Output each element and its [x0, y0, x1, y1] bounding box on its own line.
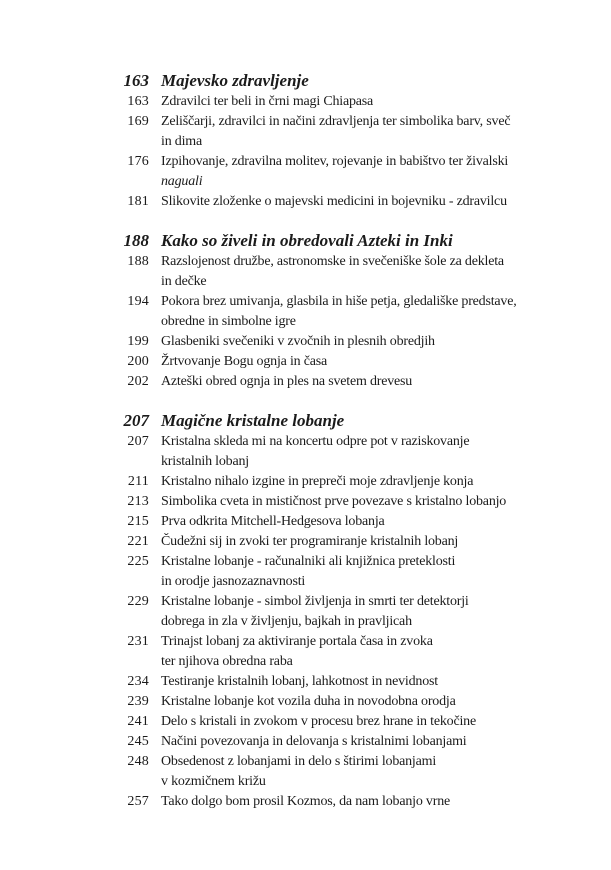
toc-entry [0, 352, 611, 372]
entry-page-number: 163 [127, 94, 149, 109]
section-title: Majevsko zdravljenje [161, 71, 309, 90]
entry-page-number: 207 [127, 434, 149, 449]
entry-text-line: Kristalne lobanje kot vozila duha in novodobna orodja [161, 694, 456, 709]
entry-text [161, 552, 455, 592]
entry-text-line: Žrtvovanje Bogu ognja in časa [161, 354, 328, 369]
entry-text-line: Simbolika cveta in mističnost prve povezave s kristalno lobanjo [161, 494, 507, 509]
toc-entry [0, 252, 611, 292]
entry-page-number: 188 [127, 254, 149, 269]
toc-section-heading [0, 70, 611, 92]
section-page-number: 188 [123, 231, 149, 250]
toc-section-heading [0, 230, 611, 252]
entry-text [161, 732, 466, 752]
toc-entry [0, 672, 611, 692]
entry-page-number: 176 [127, 154, 149, 169]
entry-page-number: 211 [127, 474, 149, 489]
entry-text [161, 432, 469, 472]
entry-page-number: 245 [127, 734, 149, 749]
entry-page-number: 225 [127, 554, 149, 569]
entry-text-line: ter njihova obredna raba [161, 654, 293, 669]
entry-text-line: Načini povezovanja in delovanja s kristalnimi lobanjami [161, 734, 467, 749]
entry-text-line: kristalnih lobanj [161, 454, 249, 469]
entry-text [161, 112, 510, 152]
entry-text-line: Testiranje kristalnih lobanj, lahkotnost in nevidnost [161, 674, 438, 689]
entry-text [161, 632, 433, 672]
entry-page-number: 200 [127, 354, 149, 369]
table-of-contents [0, 70, 611, 812]
entry-text [161, 492, 506, 512]
entry-page-number: 199 [127, 334, 149, 349]
entry-text [161, 692, 456, 712]
entry-text-line: Tako dolgo bom prosil Kozmos, da nam lobanjo vrne [161, 794, 451, 809]
toc-entry [0, 632, 611, 672]
toc-entry [0, 552, 611, 592]
entry-text-line: Glasbeniki svečeniki v zvočnih in plesnih obredjih [161, 334, 435, 349]
entry-text-line: naguali [161, 174, 203, 189]
entry-text-line: Kristalna skleda mi na koncertu odpre pot v raziskovanje [161, 434, 470, 449]
entry-text-line: dobrega in zla v življenju, bajkah in pravljicah [161, 614, 412, 629]
entry-text [161, 792, 450, 812]
entry-page-number: 181 [127, 194, 149, 209]
toc-entry [0, 432, 611, 472]
entry-page-number: 202 [127, 374, 149, 389]
entry-text-line: Kristalne lobanje - računalniki ali knjižnica preteklosti [161, 554, 456, 569]
toc-entry [0, 532, 611, 552]
entry-page-number: 229 [127, 594, 149, 609]
toc-entry [0, 712, 611, 732]
entry-text-line: in orodje jasnozaznavnosti [161, 574, 306, 589]
entry-text [161, 252, 504, 292]
entry-page-number: 231 [127, 634, 149, 649]
entry-text-line: Kristalno nihalo izgine in prepreči moje zdravljenje konja [161, 474, 474, 489]
entry-text-line: Azteški obred ognja in ples na svetem drevesu [161, 374, 413, 389]
entry-text-line: in dečke [161, 274, 207, 289]
toc-entry [0, 332, 611, 352]
entry-page-number: 213 [127, 494, 149, 509]
entry-page-number: 239 [127, 694, 149, 709]
entry-page-number: 241 [127, 714, 149, 729]
entry-text-line: Trinajst lobanj za aktiviranje portala časa in zvoka [161, 634, 433, 649]
entry-text [161, 352, 327, 372]
entry-text [161, 752, 436, 792]
entry-text [161, 512, 385, 532]
toc-entry [0, 492, 611, 512]
entry-text-line: Obsedenost z lobanjami in delo s štirimi lobanjami [161, 754, 437, 769]
entry-text [161, 592, 469, 632]
entry-text [161, 532, 458, 552]
entry-page-number: 248 [127, 754, 149, 769]
toc-entry [0, 592, 611, 632]
section-page-number: 163 [123, 71, 149, 90]
entry-text-line: Pokora brez umivanja, glasbila in hiše petja, gledališke predstave, [161, 294, 517, 309]
entry-text-line: obredne in simbolne igre [161, 314, 296, 329]
toc-entry [0, 112, 611, 152]
toc-entry [0, 692, 611, 712]
entry-text [161, 92, 373, 112]
entry-text-line: Čudežni sij in zvoki ter programiranje kristalnih lobanj [161, 534, 459, 549]
toc-section-heading [0, 410, 611, 432]
toc-entry [0, 472, 611, 492]
entry-text [161, 292, 517, 332]
entry-page-number: 221 [127, 534, 149, 549]
toc-entry [0, 292, 611, 332]
entry-page-number: 257 [127, 794, 149, 809]
entry-text-line: Zdravilci ter beli in črni magi Chiapasa [161, 94, 374, 109]
entry-text [161, 192, 507, 212]
entry-text-line: v kozmičnem križu [161, 774, 266, 789]
toc-entry [0, 152, 611, 192]
entry-text-line: Razslojenost družbe, astronomske in svečeniške šole za dekleta [161, 254, 504, 269]
entry-text [161, 712, 476, 732]
entry-page-number: 169 [127, 114, 149, 129]
entry-text-line: Slikovite zloženke o majevski medicini in bojevniku - zdravilcu [161, 194, 507, 209]
toc-entry [0, 92, 611, 112]
section-title: Kako so živeli in obredovali Azteki in Inki [161, 231, 453, 250]
entry-text-line: Kristalne lobanje - simbol življenja in smrti ter detektorji [161, 594, 469, 609]
entry-page-number: 234 [127, 674, 149, 689]
entry-text [161, 152, 508, 192]
toc-entry [0, 752, 611, 792]
entry-page-number: 194 [127, 294, 149, 309]
section-page-number: 207 [123, 411, 149, 430]
entry-page-number: 215 [127, 514, 149, 529]
toc-entry [0, 732, 611, 752]
toc-entry [0, 192, 611, 212]
toc-entry [0, 512, 611, 532]
toc-entry [0, 372, 611, 392]
entry-text [161, 372, 412, 392]
entry-text [161, 332, 435, 352]
entry-text-line: Zeliščarji, zdravilci in načini zdravljenja ter simbolika barv, sveč [161, 114, 511, 129]
entry-text-line: Delo s kristali in zvokom v procesu brez hrane in tekočine [161, 714, 476, 729]
entry-text-line: in dima [161, 134, 202, 149]
entry-text-line: Prva odkrita Mitchell-Hedgesova lobanja [161, 514, 385, 529]
entry-text [161, 472, 473, 492]
entry-text [161, 672, 438, 692]
entry-text-line: Izpihovanje, zdravilna molitev, rojevanje in babištvo ter živalski [161, 154, 509, 169]
toc-entry [0, 792, 611, 812]
section-title: Magične kristalne lobanje [161, 411, 345, 430]
